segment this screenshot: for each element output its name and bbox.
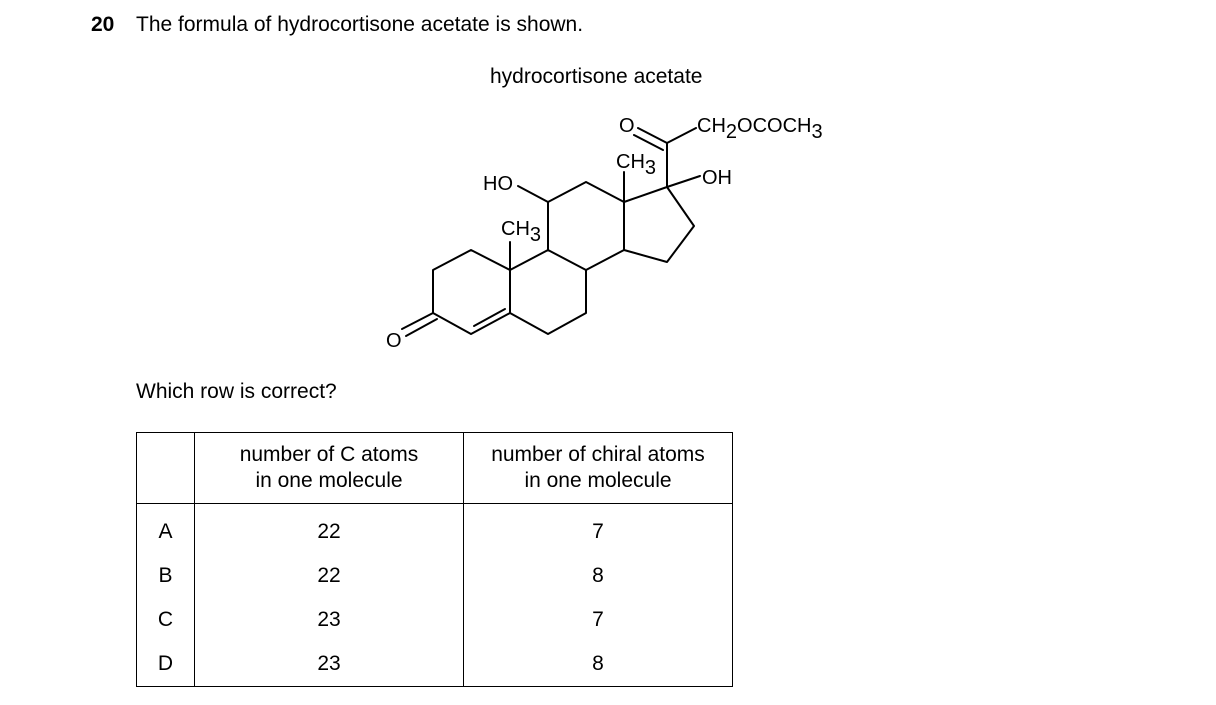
- header-c-atoms-line2: in one molecule: [255, 469, 403, 492]
- option-chiral-atoms: 8: [464, 642, 733, 687]
- header-c-atoms: [195, 433, 464, 504]
- molecule-name: hydrocortisone acetate: [490, 65, 703, 88]
- table-row[interactable]: [137, 554, 733, 598]
- header-chiral-atoms: [464, 433, 733, 504]
- ring-a-carbonyl-bond-1: [402, 313, 433, 329]
- c20-carbonyl-bond-1: [638, 128, 667, 143]
- question-stem: The formula of hydrocortisone acetate is shown.: [136, 13, 584, 36]
- option-letter: D: [137, 642, 195, 687]
- header-chiral-line1: number of chiral atoms: [491, 443, 705, 466]
- carbonyl-oxygen-label: O: [619, 115, 635, 137]
- c11-ho-bond: [518, 186, 548, 202]
- header-chiral-line2: in one molecule: [524, 469, 672, 492]
- option-c-atoms: 23: [195, 642, 464, 687]
- option-letter: B: [137, 554, 195, 598]
- ring-a-oxygen-label: O: [386, 330, 402, 352]
- answer-table-header-row: [137, 433, 733, 504]
- ho-label: HO: [483, 173, 513, 195]
- c20-ch2-bond: [667, 128, 696, 143]
- c10-methyl-label: CH3: [501, 218, 542, 246]
- c13-methyl-label: CH3: [616, 151, 657, 179]
- option-letter: A: [137, 504, 195, 555]
- option-chiral-atoms: 7: [464, 598, 733, 642]
- answer-table: [136, 432, 733, 687]
- header-c-atoms-line1: number of C atoms: [239, 443, 419, 466]
- c17-oh-bond: [667, 176, 700, 187]
- option-c-atoms: 22: [195, 554, 464, 598]
- table-row[interactable]: [137, 642, 733, 687]
- ring-b-bonds: [510, 250, 586, 334]
- ring-d-bonds: [624, 187, 694, 262]
- ring-a-bonds: [433, 250, 510, 334]
- option-chiral-atoms: 8: [464, 554, 733, 598]
- oh-label: OH: [702, 167, 732, 189]
- side-chain-label: CH2OCOCH3: [697, 115, 823, 143]
- option-c-atoms: 22: [195, 504, 464, 555]
- c20-carbonyl-bond-2: [634, 135, 663, 150]
- option-letter: C: [137, 598, 195, 642]
- header-letter-cell: [137, 433, 195, 504]
- question-prompt: Which row is correct?: [136, 380, 337, 403]
- ring-a-carbonyl-bond-2: [406, 319, 437, 336]
- table-row[interactable]: [137, 598, 733, 642]
- option-chiral-atoms: 7: [464, 504, 733, 555]
- question-number: 20: [91, 13, 115, 36]
- option-c-atoms: 23: [195, 598, 464, 642]
- table-row[interactable]: [137, 504, 733, 555]
